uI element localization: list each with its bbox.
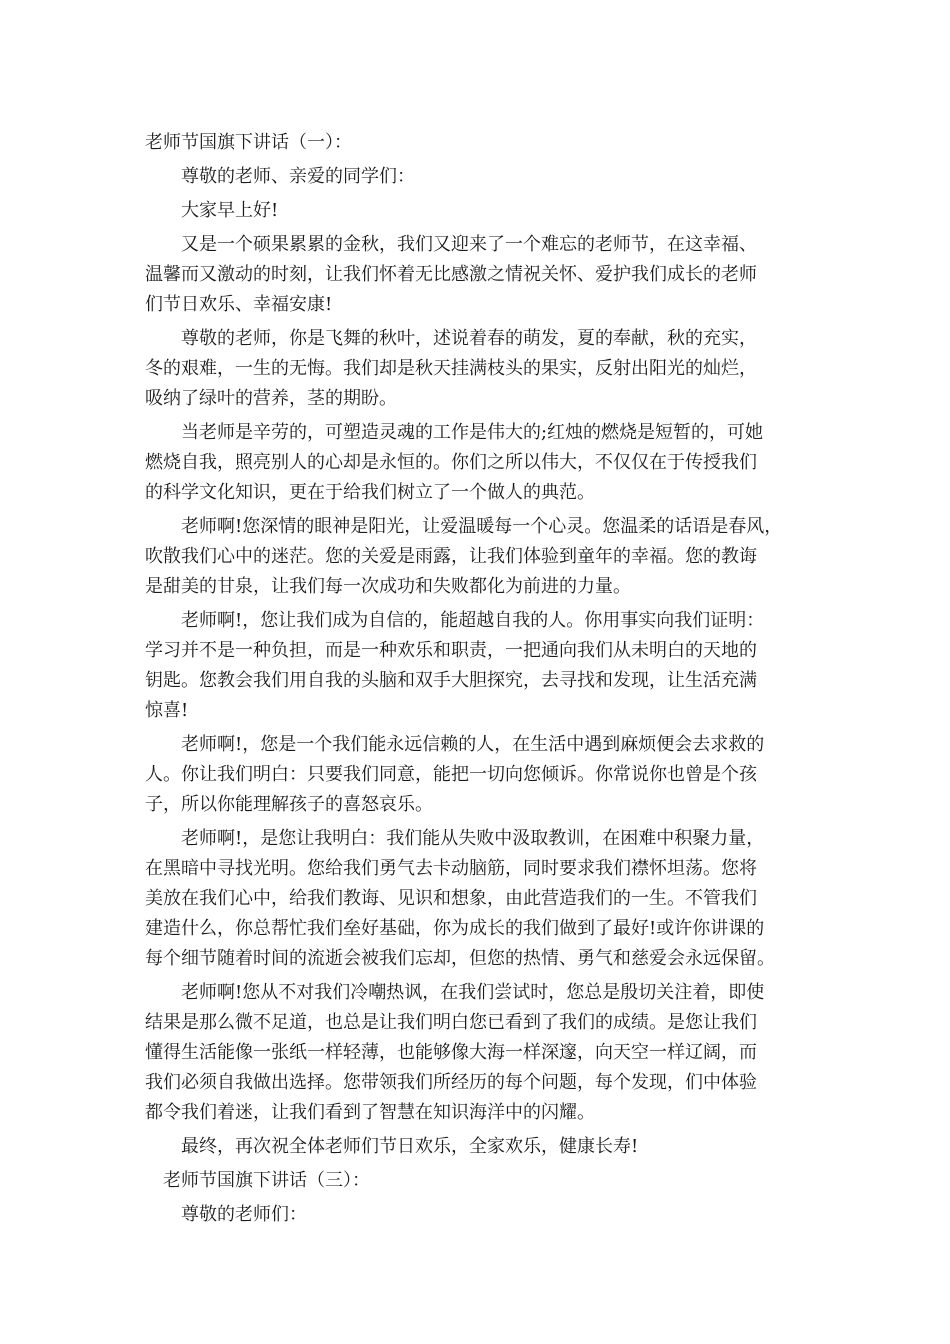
- paragraph-line: 老师啊!您深情的眼神是阳光，让爱温暖每一个心灵。您温柔的话语是春风，: [181, 516, 783, 537]
- paragraph-line: 最终，再次祝全体老师们节日欢乐，全家欢乐，健康长寿!: [181, 1136, 639, 1157]
- paragraph-5: [145, 606, 813, 726]
- paragraph-line: 当老师是辛劳的，可塑造灵魂的工作是伟大的;红烛的燃烧是短暂的，可她: [181, 422, 764, 443]
- paragraph-line: 学习并不是一种负担，而是一种欢乐和职责，一把通向我们从未明白的天地的: [145, 640, 757, 661]
- paragraph-line: 每个细节随着时间的流逝会被我们忘却，但您的热情、勇气和慈爱会永远保留。: [145, 948, 775, 969]
- paragraph-line: 老师啊!您从不对我们冷嘲热讽，在我们尝试时，您总是殷切关注着，即使: [181, 982, 765, 1003]
- document-body: [145, 128, 813, 1234]
- paragraph-line: 温馨而又激动的时刻，让我们怀着无比感激之情祝关怀、爱护我们成长的老师: [145, 264, 757, 285]
- salutation-3: 尊敬的老师们：: [181, 1204, 307, 1225]
- paragraph-line: 美放在我们心中，给我们教诲、见识和想象，由此营造我们的一生。不管我们: [145, 888, 757, 909]
- paragraph-line: 老师啊!，您是一个我们能永远信赖的人，在生活中遇到麻烦便会去求救的: [181, 734, 765, 755]
- paragraph-line: 的科学文化知识，更在于给我们树立了一个做人的典范。: [145, 482, 595, 503]
- paragraph-line: 吸纳了绿叶的营养，茎的期盼。: [145, 388, 397, 409]
- paragraph-1: [145, 230, 813, 320]
- paragraph-line: 们节日欢乐、幸福安康!: [145, 294, 333, 315]
- paragraph-line: 在黑暗中寻找光明。您给我们勇气去卡动脑筋，同时要求我们襟怀坦荡。您将: [145, 858, 757, 879]
- paragraph-6: [145, 730, 813, 820]
- paragraph-line: 子，所以你能理解孩子的喜怒哀乐。: [145, 794, 433, 815]
- paragraph-4: [145, 512, 813, 602]
- paragraph-line: 尊敬的老师，你是飞舞的秋叶，述说着春的萌发，夏的奉献，秋的充实，: [181, 328, 757, 349]
- paragraph-9: [145, 1132, 813, 1162]
- paragraph-7: [145, 824, 813, 974]
- paragraph-line: 是甜美的甘泉，让我们每一次成功和失败都化为前进的力量。: [145, 576, 631, 597]
- paragraph-line: 懂得生活能像一张纸一样轻薄，也能够像大海一样深邃，向天空一样辽阔，而: [145, 1042, 757, 1063]
- paragraph-2: [145, 324, 813, 414]
- greeting: 大家早上好!: [181, 200, 279, 221]
- section-heading-3: 老师节国旗下讲话（三）：: [163, 1170, 370, 1191]
- paragraph-line: 老师啊!，是您让我明白：我们能从失败中汲取教训，在困难中积聚力量，: [181, 828, 765, 849]
- paragraph-line: 冬的艰难，一生的无悔。我们却是秋天挂满枝头的果实，反射出阳光的灿烂，: [145, 358, 757, 379]
- paragraph-line: 老师啊!，您让我们成为自信的，能超越自我的人。你用事实向我们证明：: [181, 610, 765, 631]
- paragraph-3: [145, 418, 813, 508]
- paragraph-line: 钥匙。您教会我们用自我的头脑和双手大胆探究，去寻找和发现，让生活充满: [145, 670, 757, 691]
- paragraph-line: 燃烧自我，照亮别人的心却是永恒的。你们之所以伟大，不仅仅在于传授我们: [145, 452, 757, 473]
- paragraph-line: 建造什么，你总帮忙我们垒好基础，你为成长的我们做到了最好!或许你讲课的: [145, 918, 765, 939]
- paragraph-line: 结果是那么微不足道，也总是让我们明白您已看到了我们的成绩。是您让我们: [145, 1012, 757, 1033]
- paragraph-line: 人。你让我们明白：只要我们同意，能把一切向您倾诉。你常说你也曾是个孩: [145, 764, 757, 785]
- salutation-1: 尊敬的老师、亲爱的同学们：: [181, 166, 415, 187]
- paragraph-8: [145, 978, 813, 1128]
- paragraph-line: 又是一个硕果累累的金秋，我们又迎来了一个难忘的老师节，在这幸福、: [181, 234, 757, 255]
- section-heading-1: 老师节国旗下讲话（一）：: [145, 132, 352, 153]
- paragraph-line: 吹散我们心中的迷茫。您的关爱是雨露，让我们体验到童年的幸福。您的教诲: [145, 546, 757, 567]
- paragraph-line: 我们必须自我做出选择。您带领我们所经历的每个问题，每个发现，们中体验: [145, 1072, 757, 1093]
- paragraph-line: 都令我们着迷，让我们看到了智慧在知识海洋中的闪耀。: [145, 1102, 595, 1123]
- paragraph-line: 惊喜!: [145, 700, 189, 721]
